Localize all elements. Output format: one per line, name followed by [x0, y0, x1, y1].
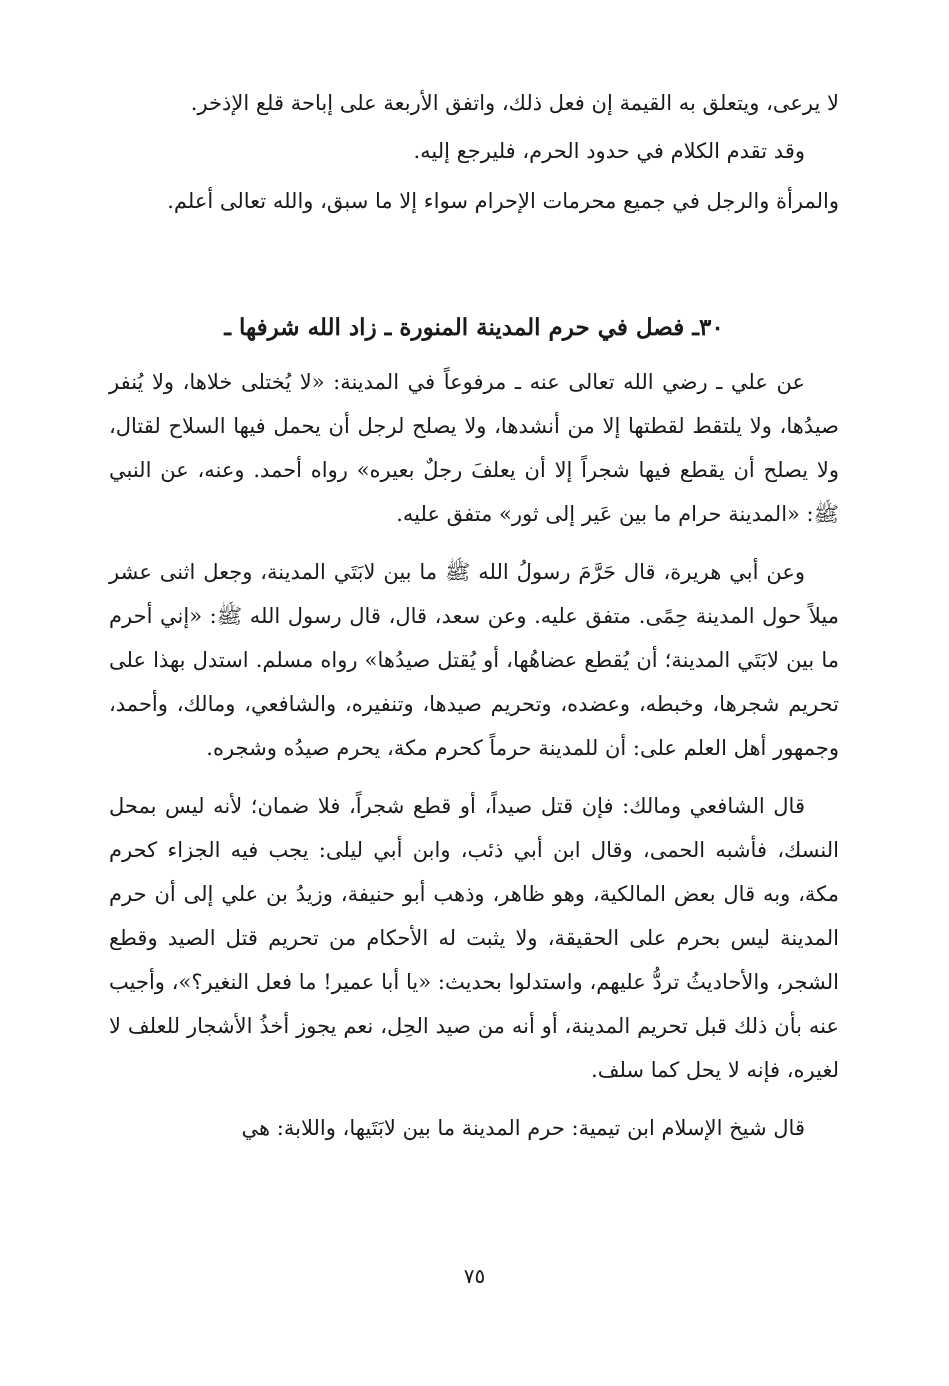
intro-line-1: لا يرعى، ويتعلق به القيمة إن فعل ذلك، واتفق الأربعة على إباحة قلع الإذخر. [190, 91, 839, 115]
intro-line-2: وقد تقدم الكلام في حدود الحرم، فليرجع إليه. [413, 139, 805, 163]
paragraph-2: وعن أبي هريرة، قال حَرَّمَ رسولُ الله ﷺ ما بين لابَتَي المدينة، وجعل اثنى عشر ميلاً حول المدينة حِمًى. متفق عليه. وعن سعد، قال، قال رسول الله ﷺ: «إني أحرم ما بين لابَتَي المدينة؛ أن يُقطع عضاهُها، أو يُقتل صيدُها» رواه مسلم. استدل بهذا على تحريم شجرها، وخبطه، وعضده، وتحريم صيدها، وتنفيره، والشافعي، ومالك، وأحمد، وجمهور أهل العلم على: أن للمدينة حرماً كحرم مكة، يحرم صيدُه وشجره. [109, 560, 839, 760]
paragraph-1: عن علي ـ رضي الله تعالى عنه ـ مرفوعاً في المدينة: «لا يُختلى خلاها، ولا يُنفر صيدُها، ولا يلتقط لقطتها إلا من أنشدها، ولا يصلح لرجل أن يحمل فيها السلاح لقتال، ولا يصلح أن يقطع فيها شجراً إلا أن يعلفَ رجلٌ بعيره» رواه أحمد. وعنه، عن النبي ﷺ: «المدينة حرام ما بين عَير إلى ثور» متفق عليه. [109, 370, 839, 526]
intro-text [109, 81, 839, 223]
paragraph-3: قال الشافعي ومالك: فإن قتل صيداً، أو قطع شجراً، فلا ضمان؛ لأنه ليس بمحل النسك، فأشبه الحمى، وقال ابن أبي ذئب، وابن أبي ليلى: يجب فيه الجزاء كحرم مكة، وبه قال بعض المالكية، وهو ظاهر، وذهب أبو حنيفة، وزيدُ بن علي إلى أن حرم المدينة ليس بحرم على الحقيقة، ولا يثبت له الأحكام من تحريم قتل الصيد وقطع الشجر، والأحاديثُ تردُّ عليهم، واستدلوا بحديث: «يا أبا عمير! ما فعل النغير؟»، وأجيب عنه بأن ذلك قبل تحريم المدينة، أو أنه من صيد الحِل، نعم يجوز أخذُ الأشجار للعلف لا لغيره، فإنه لا يحل كما سلف. [109, 794, 839, 1082]
body-text [109, 360, 839, 1150]
page-number: ٧٥ [463, 1264, 486, 1288]
intro-line-3: والمرأة والرجل في جميع محرمات الإحرام سواء إلا ما سبق، والله تعالى أعلم. [167, 189, 839, 213]
paragraph-4: قال شيخ الإسلام ابن تيمية: حرم المدينة ما بين لابَتَيها، واللابة: هي [241, 1116, 805, 1140]
section-heading: ٣٠ـ فصل في حرم المدينة المنورة ـ زاد الله شرفها ـ [224, 314, 724, 341]
